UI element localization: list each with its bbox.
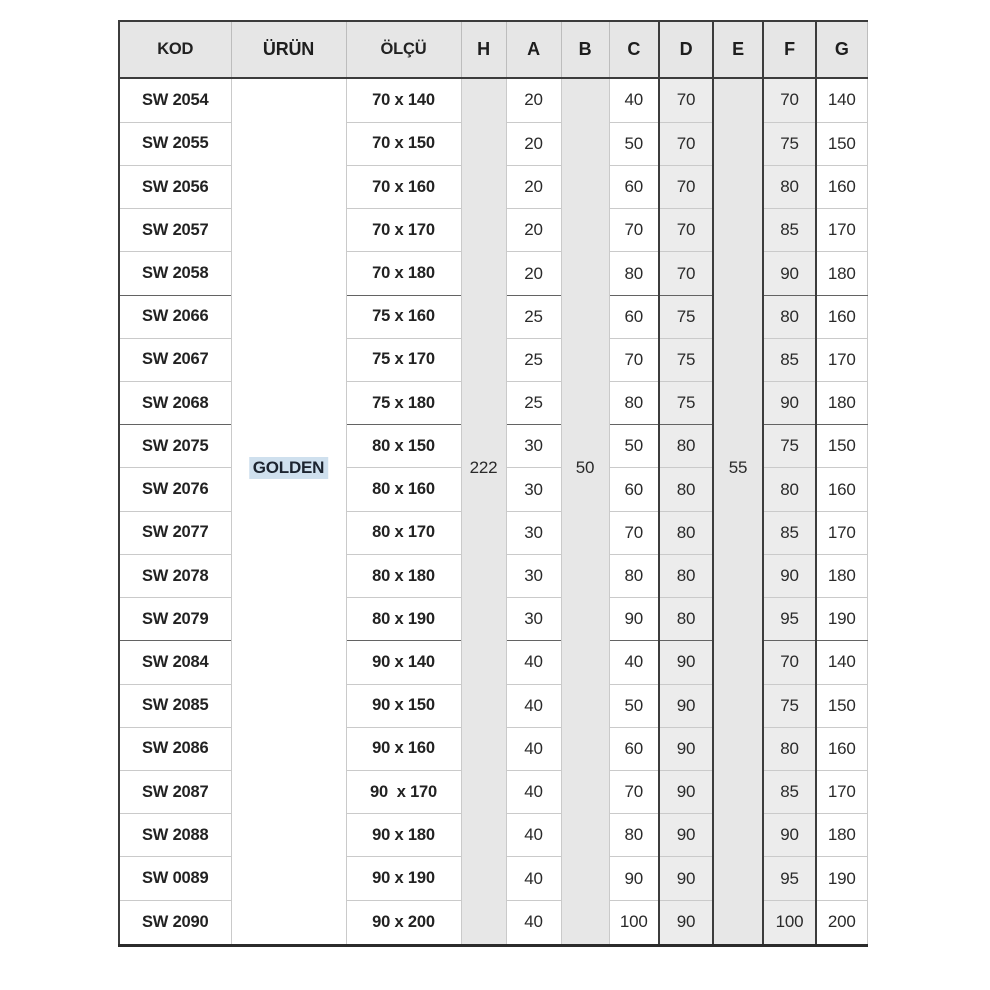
cell-f: 95 bbox=[763, 857, 816, 900]
cell-olcu: 90 x 140 bbox=[346, 641, 461, 684]
b-value: 50 bbox=[575, 458, 595, 478]
cell-g: 160 bbox=[816, 468, 867, 511]
cell-a: 25 bbox=[506, 382, 561, 425]
urun-merged-cell bbox=[231, 78, 346, 946]
cell-c: 80 bbox=[609, 554, 659, 597]
cell-f: 85 bbox=[763, 511, 816, 554]
cell-a: 40 bbox=[506, 814, 561, 857]
cell-olcu: 90 x 190 bbox=[346, 857, 461, 900]
cell-c: 90 bbox=[609, 857, 659, 900]
cell-olcu: 80 x 180 bbox=[346, 554, 461, 597]
cell-f: 90 bbox=[763, 382, 816, 425]
cell-c: 60 bbox=[609, 468, 659, 511]
cell-g: 150 bbox=[816, 425, 867, 468]
cell-kod: SW 2054 bbox=[119, 78, 231, 122]
column-header-a: A bbox=[506, 21, 561, 78]
cell-kod: SW 2058 bbox=[119, 252, 231, 295]
cell-kod: SW 0089 bbox=[119, 857, 231, 900]
cell-f: 70 bbox=[763, 78, 816, 122]
cell-f: 80 bbox=[763, 165, 816, 208]
cell-kod: SW 2066 bbox=[119, 295, 231, 338]
column-header-urun: ÜRÜN bbox=[231, 21, 346, 78]
cell-c: 90 bbox=[609, 598, 659, 641]
cell-f: 80 bbox=[763, 468, 816, 511]
cell-kod: SW 2075 bbox=[119, 425, 231, 468]
cell-g: 160 bbox=[816, 165, 867, 208]
cell-g: 180 bbox=[816, 554, 867, 597]
cell-olcu: 70 x 150 bbox=[346, 122, 461, 165]
cell-g: 150 bbox=[816, 122, 867, 165]
cell-olcu: 90 x 200 bbox=[346, 900, 461, 945]
cell-a: 25 bbox=[506, 295, 561, 338]
cell-c: 50 bbox=[609, 684, 659, 727]
b-merged-cell bbox=[561, 78, 609, 946]
cell-d: 90 bbox=[659, 771, 713, 814]
cell-c: 70 bbox=[609, 511, 659, 554]
cell-g: 170 bbox=[816, 338, 867, 381]
cell-d: 70 bbox=[659, 78, 713, 122]
column-header-h: H bbox=[461, 21, 506, 78]
cell-f: 90 bbox=[763, 814, 816, 857]
cell-d: 90 bbox=[659, 684, 713, 727]
cell-a: 20 bbox=[506, 209, 561, 252]
cell-f: 90 bbox=[763, 252, 816, 295]
cell-a: 25 bbox=[506, 338, 561, 381]
cell-kod: SW 2078 bbox=[119, 554, 231, 597]
cell-olcu: 70 x 140 bbox=[346, 78, 461, 122]
table-row bbox=[119, 78, 867, 122]
cell-a: 30 bbox=[506, 511, 561, 554]
cell-c: 60 bbox=[609, 727, 659, 770]
column-header-d: D bbox=[659, 21, 713, 78]
cell-olcu: 80 x 190 bbox=[346, 598, 461, 641]
cell-f: 95 bbox=[763, 598, 816, 641]
cell-f: 70 bbox=[763, 641, 816, 684]
cell-olcu: 75 x 180 bbox=[346, 382, 461, 425]
cell-c: 100 bbox=[609, 900, 659, 945]
cell-a: 30 bbox=[506, 554, 561, 597]
e-value: 55 bbox=[728, 458, 748, 478]
cell-d: 90 bbox=[659, 814, 713, 857]
cell-f: 85 bbox=[763, 338, 816, 381]
cell-c: 60 bbox=[609, 295, 659, 338]
cell-c: 50 bbox=[609, 122, 659, 165]
cell-a: 30 bbox=[506, 425, 561, 468]
cell-f: 80 bbox=[763, 727, 816, 770]
cell-c: 80 bbox=[609, 382, 659, 425]
cell-kod: SW 2087 bbox=[119, 771, 231, 814]
product-name-highlight: GOLDEN bbox=[249, 457, 329, 479]
cell-g: 180 bbox=[816, 814, 867, 857]
cell-f: 85 bbox=[763, 209, 816, 252]
cell-a: 30 bbox=[506, 598, 561, 641]
product-size-table bbox=[118, 20, 868, 947]
e-merged-cell bbox=[713, 78, 763, 946]
cell-kod: SW 2084 bbox=[119, 641, 231, 684]
column-header-b: B bbox=[561, 21, 609, 78]
cell-c: 40 bbox=[609, 641, 659, 684]
cell-f: 100 bbox=[763, 900, 816, 945]
cell-a: 40 bbox=[506, 771, 561, 814]
cell-kod: SW 2056 bbox=[119, 165, 231, 208]
cell-f: 75 bbox=[763, 122, 816, 165]
cell-a: 20 bbox=[506, 252, 561, 295]
cell-olcu: 90 x 170 bbox=[346, 771, 461, 814]
cell-d: 80 bbox=[659, 554, 713, 597]
h-value: 222 bbox=[469, 458, 498, 478]
cell-olcu: 70 x 160 bbox=[346, 165, 461, 208]
cell-g: 160 bbox=[816, 295, 867, 338]
cell-a: 40 bbox=[506, 900, 561, 945]
cell-olcu: 75 x 170 bbox=[346, 338, 461, 381]
cell-g: 140 bbox=[816, 641, 867, 684]
header-row bbox=[119, 21, 867, 78]
cell-kod: SW 2076 bbox=[119, 468, 231, 511]
cell-c: 40 bbox=[609, 78, 659, 122]
cell-d: 80 bbox=[659, 598, 713, 641]
cell-a: 20 bbox=[506, 165, 561, 208]
cell-kod: SW 2055 bbox=[119, 122, 231, 165]
cell-d: 80 bbox=[659, 511, 713, 554]
cell-d: 90 bbox=[659, 857, 713, 900]
cell-olcu: 70 x 170 bbox=[346, 209, 461, 252]
cell-c: 70 bbox=[609, 771, 659, 814]
cell-a: 40 bbox=[506, 857, 561, 900]
cell-f: 85 bbox=[763, 771, 816, 814]
cell-g: 170 bbox=[816, 511, 867, 554]
column-header-e: E bbox=[713, 21, 763, 78]
column-header-g: G bbox=[816, 21, 867, 78]
cell-d: 70 bbox=[659, 122, 713, 165]
cell-g: 200 bbox=[816, 900, 867, 945]
cell-g: 180 bbox=[816, 382, 867, 425]
cell-a: 30 bbox=[506, 468, 561, 511]
cell-d: 80 bbox=[659, 425, 713, 468]
column-header-kod: KOD bbox=[119, 21, 231, 78]
cell-g: 190 bbox=[816, 598, 867, 641]
cell-kod: SW 2057 bbox=[119, 209, 231, 252]
cell-kod: SW 2088 bbox=[119, 814, 231, 857]
cell-g: 160 bbox=[816, 727, 867, 770]
cell-c: 70 bbox=[609, 338, 659, 381]
cell-kod: SW 2090 bbox=[119, 900, 231, 945]
cell-kod: SW 2068 bbox=[119, 382, 231, 425]
cell-c: 50 bbox=[609, 425, 659, 468]
cell-g: 170 bbox=[816, 209, 867, 252]
cell-d: 90 bbox=[659, 727, 713, 770]
cell-d: 70 bbox=[659, 252, 713, 295]
cell-kod: SW 2086 bbox=[119, 727, 231, 770]
cell-d: 75 bbox=[659, 338, 713, 381]
cell-kod: SW 2077 bbox=[119, 511, 231, 554]
cell-f: 75 bbox=[763, 684, 816, 727]
column-header-f: F bbox=[763, 21, 816, 78]
cell-g: 140 bbox=[816, 78, 867, 122]
cell-c: 60 bbox=[609, 165, 659, 208]
cell-d: 75 bbox=[659, 295, 713, 338]
cell-g: 180 bbox=[816, 252, 867, 295]
cell-olcu: 90 x 150 bbox=[346, 684, 461, 727]
cell-a: 20 bbox=[506, 122, 561, 165]
cell-kod: SW 2067 bbox=[119, 338, 231, 381]
cell-olcu: 75 x 160 bbox=[346, 295, 461, 338]
cell-a: 40 bbox=[506, 684, 561, 727]
column-header-c: C bbox=[609, 21, 659, 78]
column-header-olcu: ÖLÇÜ bbox=[346, 21, 461, 78]
cell-kod: SW 2079 bbox=[119, 598, 231, 641]
cell-olcu: 90 x 180 bbox=[346, 814, 461, 857]
cell-d: 80 bbox=[659, 468, 713, 511]
cell-c: 70 bbox=[609, 209, 659, 252]
cell-d: 90 bbox=[659, 641, 713, 684]
cell-c: 80 bbox=[609, 814, 659, 857]
cell-kod: SW 2085 bbox=[119, 684, 231, 727]
cell-olcu: 80 x 170 bbox=[346, 511, 461, 554]
cell-olcu: 90 x 160 bbox=[346, 727, 461, 770]
cell-a: 40 bbox=[506, 727, 561, 770]
cell-d: 90 bbox=[659, 900, 713, 945]
cell-olcu: 80 x 150 bbox=[346, 425, 461, 468]
h-merged-cell bbox=[461, 78, 506, 946]
cell-c: 80 bbox=[609, 252, 659, 295]
cell-g: 190 bbox=[816, 857, 867, 900]
cell-olcu: 70 x 180 bbox=[346, 252, 461, 295]
cell-a: 40 bbox=[506, 641, 561, 684]
cell-f: 80 bbox=[763, 295, 816, 338]
cell-g: 170 bbox=[816, 771, 867, 814]
cell-g: 150 bbox=[816, 684, 867, 727]
cell-f: 90 bbox=[763, 554, 816, 597]
cell-d: 70 bbox=[659, 165, 713, 208]
cell-f: 75 bbox=[763, 425, 816, 468]
cell-olcu: 80 x 160 bbox=[346, 468, 461, 511]
cell-d: 70 bbox=[659, 209, 713, 252]
cell-a: 20 bbox=[506, 78, 561, 122]
cell-d: 75 bbox=[659, 382, 713, 425]
